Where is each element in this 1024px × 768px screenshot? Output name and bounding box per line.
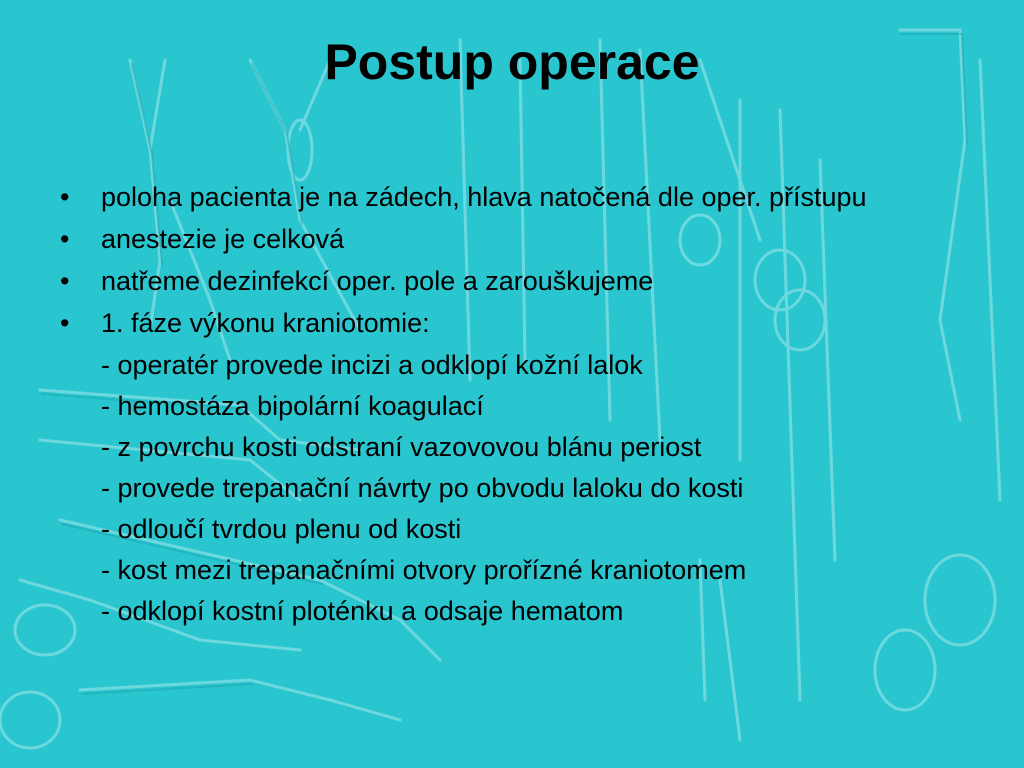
slide-content-list [58, 182, 978, 637]
bullet-item: • poloha pacienta je na zádech, hlava natočená dle oper. přístupu [58, 182, 978, 212]
sub-item: - odloučí tvrdou plenu od kosti [101, 514, 462, 544]
bullet-item: • anestezie je celková [58, 224, 978, 254]
sub-item: - kost mezi trepanačními otvory prořízné kraniotomem [101, 555, 747, 585]
sub-item: - odklopí kostní ploténku a odsaje hematom [101, 596, 624, 626]
sub-item: - provede trepanační návrty po obvodu laloku do kosti [101, 473, 744, 503]
bullet-item: • natřeme dezinfekcí oper. pole a zarouškujeme [58, 266, 978, 296]
bullet-item: • 1. fáze výkonu kraniotomie: [58, 308, 978, 338]
sub-item: - operatér provede incizi a odklopí kožní lalok [101, 350, 643, 380]
sub-item: - hemostáza bipolární koagulací [101, 391, 484, 421]
sub-item: - z povrchu kosti odstraní vazovovou blánu periost [101, 432, 702, 462]
slide-title: Postup operace [324, 34, 700, 90]
